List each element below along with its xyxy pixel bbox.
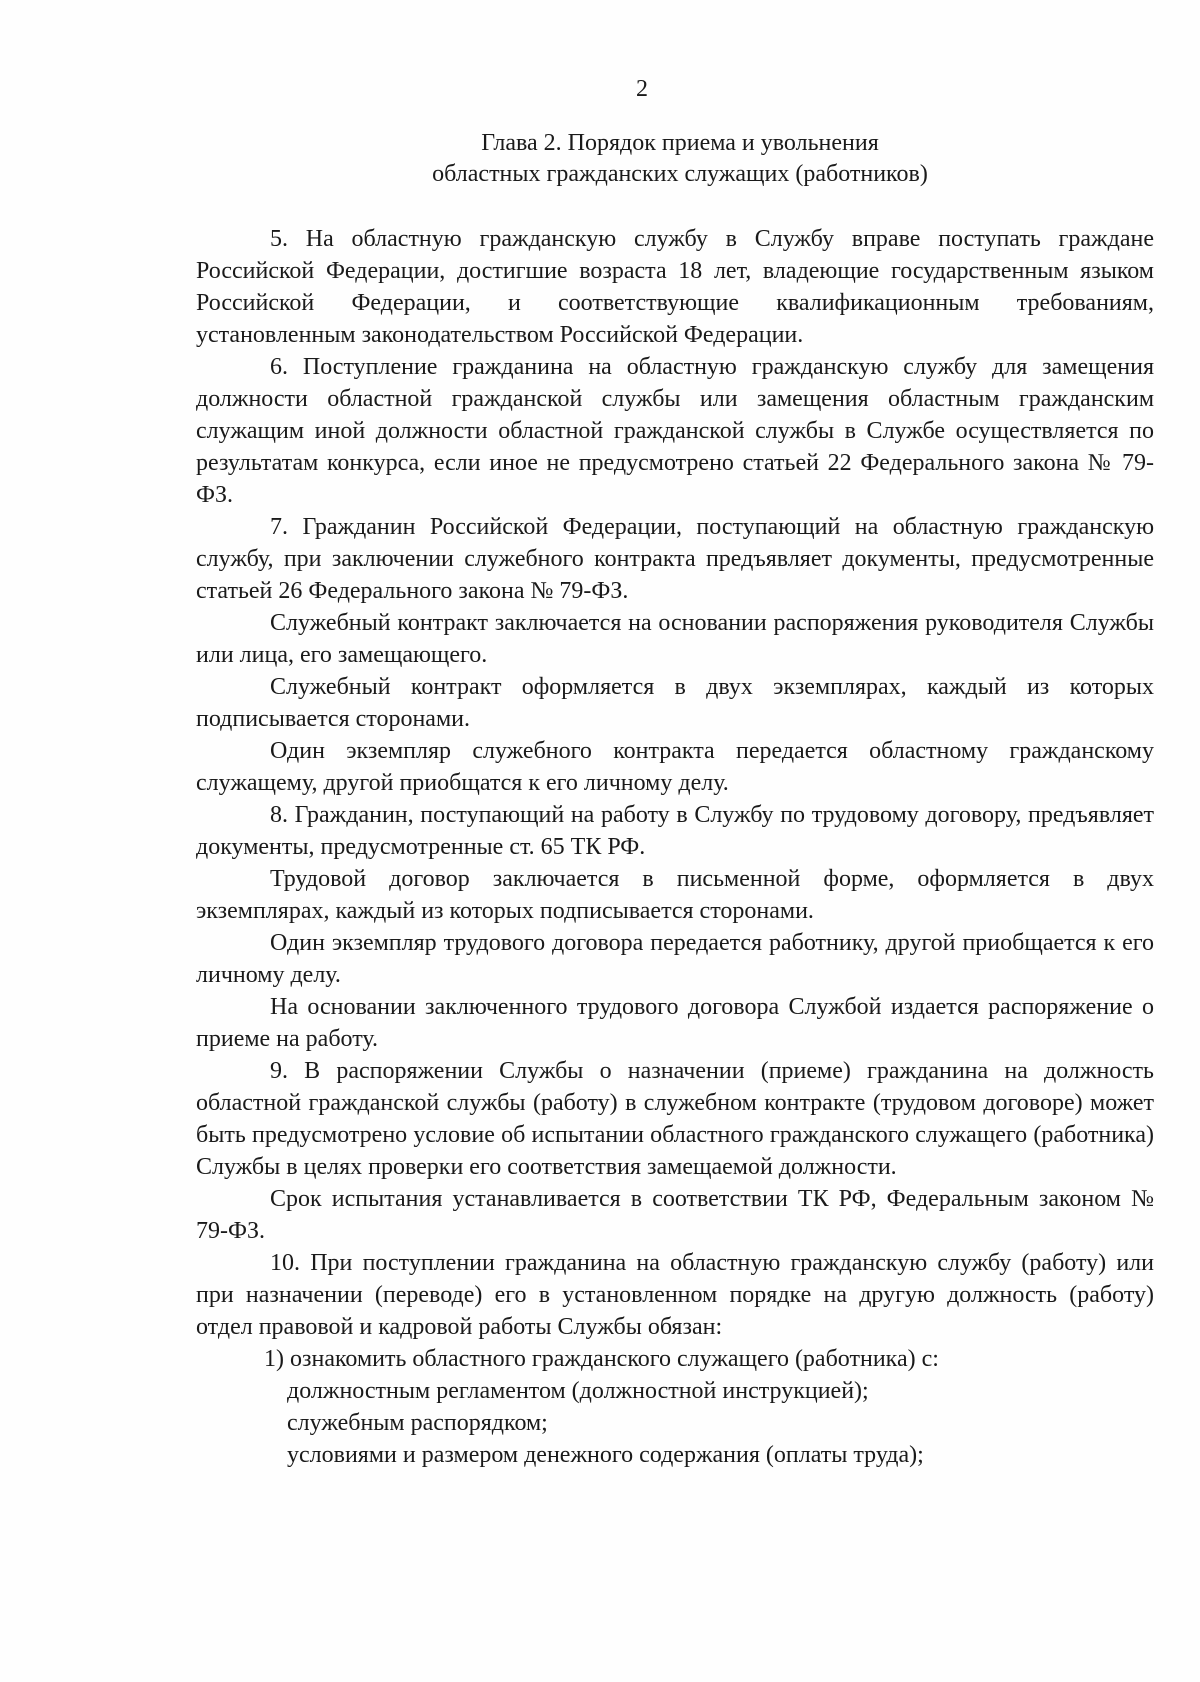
paragraph-8-written-form: Трудовой договор заключается в письменной форме, оформляется в двух экземплярах, каждый из которых подписывается сторонами. (196, 866, 1154, 924)
paragraph-7-contract-basis: Служебный контракт заключается на основании распоряжения руководителя Службы или лица, его замещающего. (196, 610, 1154, 668)
paragraph-6: 6. Поступление гражданина на областную гражданскую службу для замещения должности областной гражданской службы или замещения областным гражданским служащим иной должности областной гражданской службы в Службе осуществляется по результатам конкурса, если иное не предусмотрено статьей 22 Федерального закона № 79-ФЗ. (196, 354, 1154, 508)
chapter-title (300, 128, 1060, 190)
sub-item-schedule: служебным распорядком; (287, 1410, 548, 1436)
paragraph-9: 9. В распоряжении Службы о назначении (приеме) гражданина на должность областной гражданской службы (работу) в служебном контракте (трудовом договоре) может быть предусмотрено условие об испытании областного гражданского служащего (работника) Службы в целях проверки его соответствия замещаемой должности. (196, 1058, 1154, 1180)
chapter-title-line-2: областных гражданских служащих (работников) (432, 161, 928, 187)
sub-item-salary: условиями и размером денежного содержания (оплаты труда); (287, 1442, 924, 1468)
paragraph-10: 10. При поступлении гражданина на областную гражданскую службу (работу) или при назначении (переводе) его в установленном порядке на другую должность (работу) отдел правовой и кадровой работы Службы обязан: (196, 1250, 1154, 1340)
paragraph-7: 7. Гражданин Российской Федерации, поступающий на областную гражданскую службу, при заключении служебного контракта предъявляет документы, предусмотренные статьей 26 Федерального закона № 79-ФЗ. (196, 514, 1154, 604)
paragraph-7-contract-copies: Служебный контракт оформляется в двух экземплярах, каждый из которых подписывается сторонами. (196, 674, 1154, 732)
document-body (196, 223, 1154, 1471)
paragraph-8-hiring-order: На основании заключенного трудового договора Службой издается распоряжение о приеме на работу. (196, 994, 1154, 1052)
page-number: 2 (636, 76, 648, 102)
chapter-title-line-1: Глава 2. Порядок приема и увольнения (481, 130, 879, 156)
paragraph-7-contract-distribution: Один экземпляр служебного контракта передается областному гражданскому служащему, другой приобщатся к его личному делу. (196, 738, 1154, 796)
paragraph-8: 8. Гражданин, поступающий на работу в Службу по трудовому договору, предъявляет документы, предусмотренные ст. 65 ТК РФ. (196, 802, 1154, 860)
sub-item-regulation: должностным регламентом (должностной инструкцией); (287, 1378, 869, 1404)
paragraph-9-probation-term: Срок испытания устанавливается в соответствии ТК РФ, Федеральным законом № 79-ФЗ. (196, 1186, 1154, 1244)
paragraph-8-copy-distribution: Один экземпляр трудового договора передается работнику, другой приобщается к его личному делу. (196, 930, 1154, 988)
list-item-1: 1) ознакомить областного гражданского служащего (работника) с: (264, 1346, 939, 1372)
paragraph-5: 5. На областную гражданскую службу в Службу вправе поступать граждане Российской Федерации, достигшие возраста 18 лет, владеющие государственным языком Российской Федерации, и соответствующие квалификационным требованиям, установленным законодательством Российской Федерации. (196, 226, 1154, 348)
